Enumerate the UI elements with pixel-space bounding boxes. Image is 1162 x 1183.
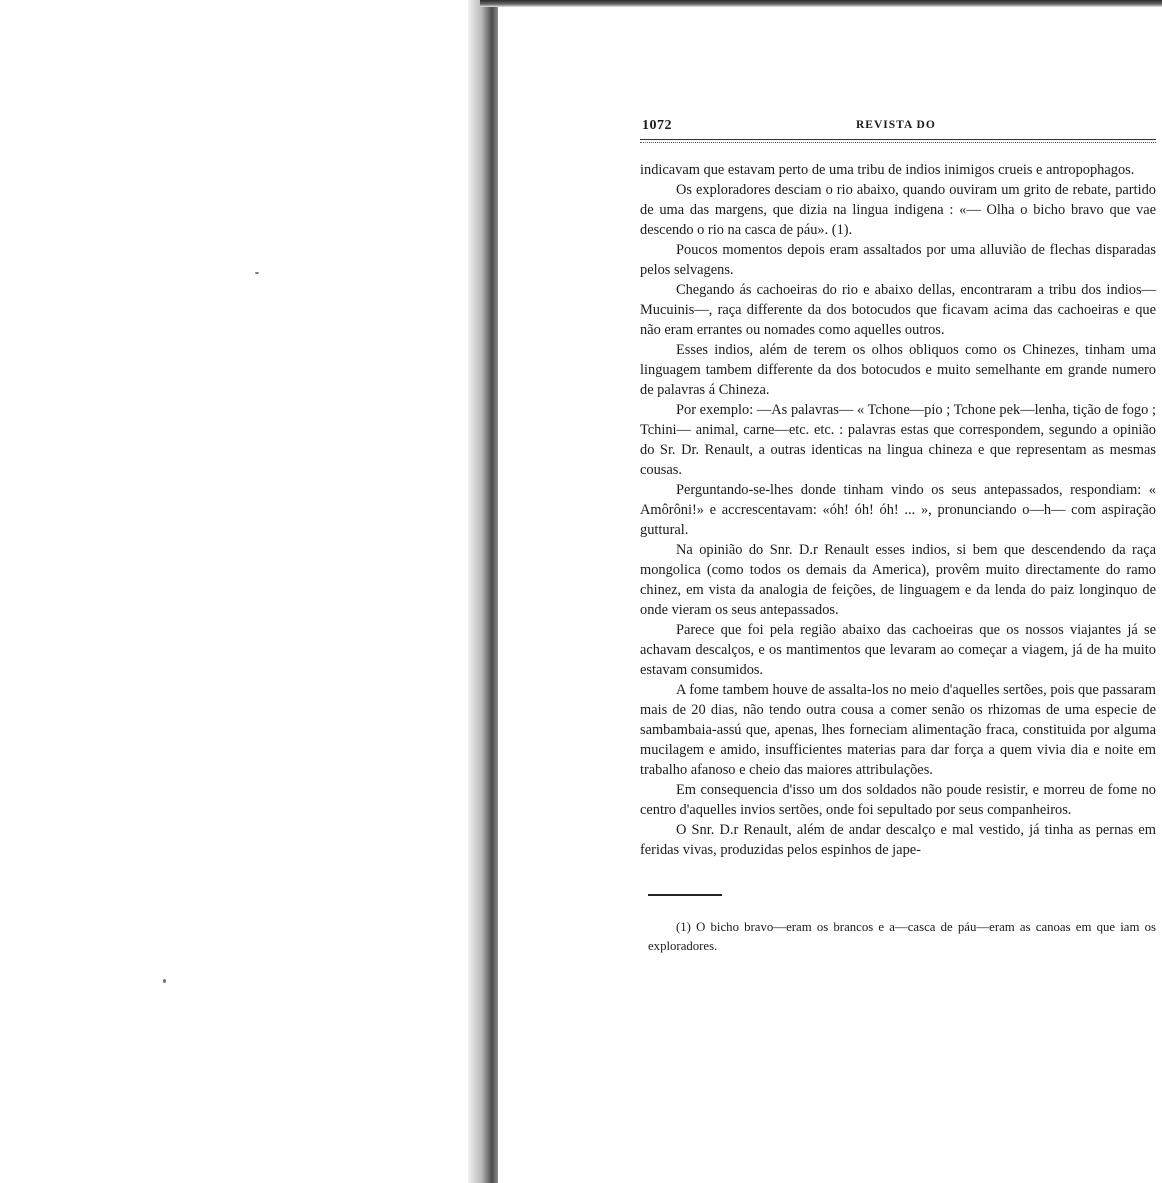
footnote-rule <box>648 894 722 896</box>
body-text <box>640 160 1156 860</box>
paragraph: Perguntando-se-lhes donde tinham vindo os seus antepassados, respondiam: « Amôrôni!» e accrescentavam: «óh! óh! óh! ... », pronunciando o—h— com aspiração guttural. <box>640 482 1156 538</box>
paragraph: Em consequencia d'isso um dos soldados não poude resistir, e morreu de fome no centro d'aquelles invios sertões, onde foi sepultado por seus companheiros. <box>640 782 1156 818</box>
paragraph: Chegando ás cachoeiras do rio e abaixo dellas, encontraram a tribu dos indios—Mucuinis—, raça differente da dos botocudos que ficavam acima das cachoeiras e que não eram errantes ou nomades como aquelles outros. <box>640 282 1156 338</box>
page-top-edge <box>480 0 1162 7</box>
paragraph: O Snr. D.r Renault, além de andar descalço e mal vestido, já tinha as pernas em feridas vivas, produzidas pelos espinhos de jape- <box>640 822 1156 858</box>
running-head: REVISTA DO <box>856 119 936 131</box>
header-rule <box>640 139 1156 143</box>
paper-speck <box>163 979 166 983</box>
paragraph: Na opinião do Snr. D.r Renault esses indios, si bem que descendendo da raça mongolica (como todos os demais da America), provêm muito directamente do ramo chinez, em vista da analogia de feições, de linguagem e da lenda do paiz longinquo de onde vieram os seus antepassados. <box>640 542 1156 618</box>
paragraph: Os exploradores desciam o rio abaixo, quando ouviram um grito de rebate, partido de uma das margens, que dizia na lingua indigena : «— Olha o bicho bravo que vae descendo o rio na casca de páu». (1). <box>640 182 1156 238</box>
paragraph: Por exemplo: —As palavras— « Tchone—pio ; Tchone pek—lenha, tição de fogo ; Tchini— animal, carne—etc. etc. : palavras estas que correspondem, segundo a opinião do Sr. Dr. Renault, a outras identicas na lingua chineza e que representam as mesmas cousas. <box>640 402 1156 478</box>
paragraph: A fome tambem houve de assalta-los no meio d'aquelles sertões, pois que passaram mais de 20 dias, não tendo outra cousa a comer senão os rhizomas de uma especie de sambambaia-assú que, apenas, lhes forneciam alimentação fraca, constituida por alguma mucilagem e amido, insufficientes materias para dar força a quem vivia dia e noite em trabalho afanoso e cheio das maiores attribulações. <box>640 682 1156 778</box>
page-header <box>640 118 1156 140</box>
paragraph: Poucos momentos depois eram assaltados por uma alluvião de flechas disparadas pelos selvagens. <box>640 242 1156 278</box>
paragraph: Esses indios, além de terem os olhos obliquos como os Chinezes, tinham uma linguagem tambem differente da dos botocudos e muito semelhante em grande numero de palavras á Chineza. <box>640 342 1156 398</box>
paragraph: indicavam que estavam perto de uma tribu de indios inimigos crueis e antropophagos. <box>640 162 1135 178</box>
paragraph: Parece que foi pela região abaixo das cachoeiras que os nossos viajantes já se achavam descalços, e os mantimentos que levaram ao começar a viagem, já de ha muito estavam consumidos. <box>640 622 1156 678</box>
footnote: (1) O bicho bravo—eram os brancos e a—casca de páu—eram as canoas em que iam os exploradores. <box>648 920 1156 953</box>
paper-speck <box>255 272 259 274</box>
book-spine-shadow <box>468 0 498 1183</box>
page-number: 1072 <box>642 118 672 133</box>
book-page <box>640 118 1156 969</box>
